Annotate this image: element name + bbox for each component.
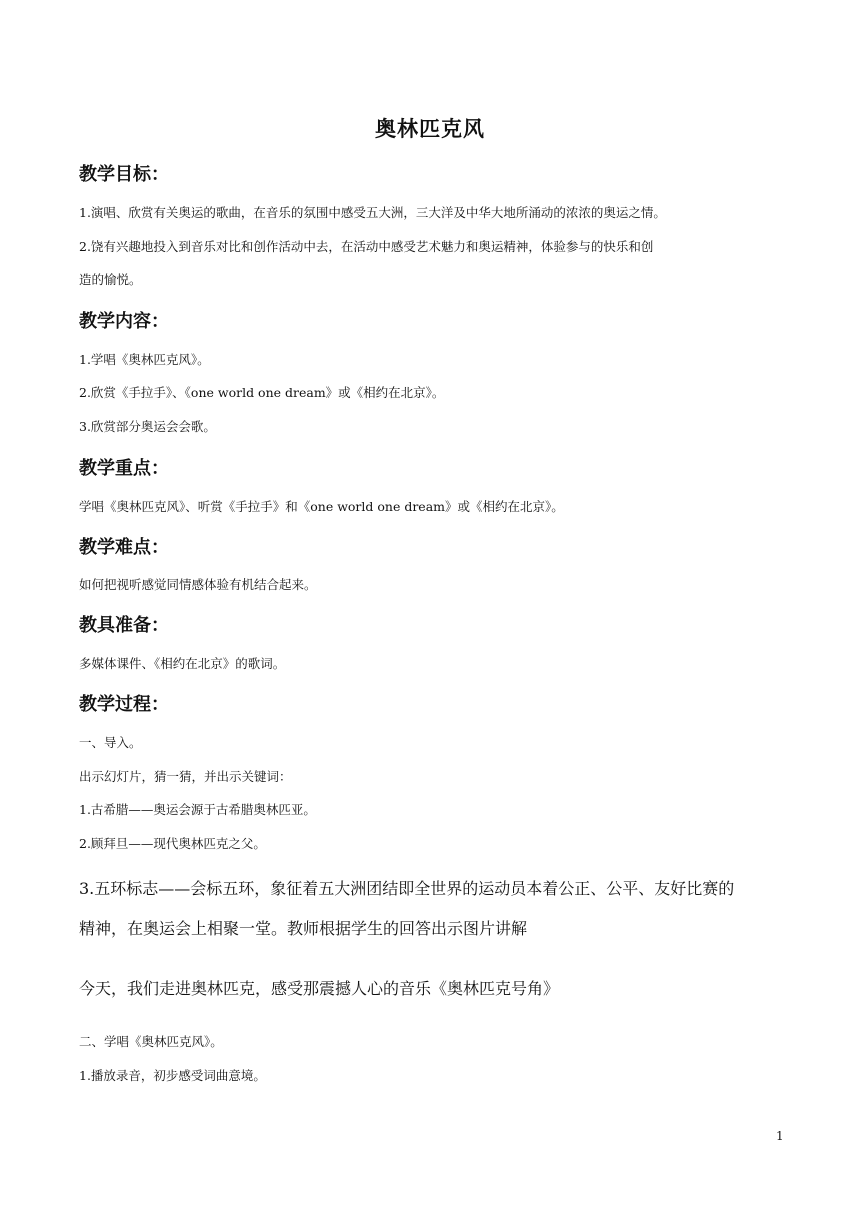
heading-process: 教学过程： (79, 694, 169, 715)
process-intro-line: 出示幻灯片，猜一猜，并出示关键词： (79, 769, 292, 784)
process-intro-title: 一、导入。 (79, 735, 142, 750)
goals-line-2b: 造的愉悦。 (79, 272, 142, 287)
process-item-3b (79, 916, 527, 939)
process-learn-item-1: 1.播放录音，初步感受词曲意境。 (79, 1068, 266, 1083)
process-item-2: 2.顾拜旦——现代奥林匹克之父。 (79, 836, 266, 851)
process-item-1: 1.古希腊——奥运会源于古希腊奥林匹亚。 (79, 802, 316, 817)
key-points-line-1: 学唱《奥林匹克风》、听赏《手拉手》和《one world one dream》或《相约在北京》。 (79, 499, 564, 514)
goals-line-1: 1.演唱、欣赏有关奥运的歌曲，在音乐的氛围中感受五大洲，三大洋及中华大地所涌动的浓浓的奥运之情。 (79, 205, 666, 220)
document-title: 奥林匹克风 (375, 117, 485, 141)
goals-line-2a: 2.饶有兴趣地投入到音乐对比和创作活动中去，在活动中感受艺术魅力和奥运精神，体验参与的快乐和创 (79, 239, 654, 254)
materials-line-1: 多媒体课件、《相约在北京》的歌词。 (79, 656, 286, 671)
process-learn-title: 二、学唱《奥林匹克风》。 (79, 1034, 223, 1049)
content-line-1: 1.学唱《奥林匹克风》。 (79, 352, 210, 367)
process-item-3b-emphasis: 教师根据学生的回答出示图片讲解 (287, 919, 528, 938)
content-line-3: 3.欣赏部分奥运会会歌。 (79, 419, 216, 434)
process-today-line: 今天，我们走进奥林匹克，感受那震撼人心的音乐《奥林匹克号角》 (79, 979, 560, 998)
difficulties-line-1: 如何把视听感觉同情感体验有机结合起来。 (79, 577, 317, 592)
heading-difficulties: 教学难点： (79, 537, 169, 558)
heading-goals: 教学目标： (79, 164, 169, 185)
heading-materials: 教具准备： (79, 615, 169, 636)
process-item-3a: 3.五环标志——会标五环，象征着五大洲团结即全世界的运动员本着公正、公平、友好比赛的 (79, 879, 735, 898)
content-line-2: 2.欣赏《手拉手》、《one world one dream》或《相约在北京》。 (79, 385, 445, 400)
page-number: 1 (776, 1129, 784, 1143)
heading-content: 教学内容： (79, 311, 169, 332)
heading-key-points: 教学重点： (79, 458, 169, 479)
process-item-3b-text: 精神，在奥运会上相聚一堂。 (79, 919, 288, 938)
